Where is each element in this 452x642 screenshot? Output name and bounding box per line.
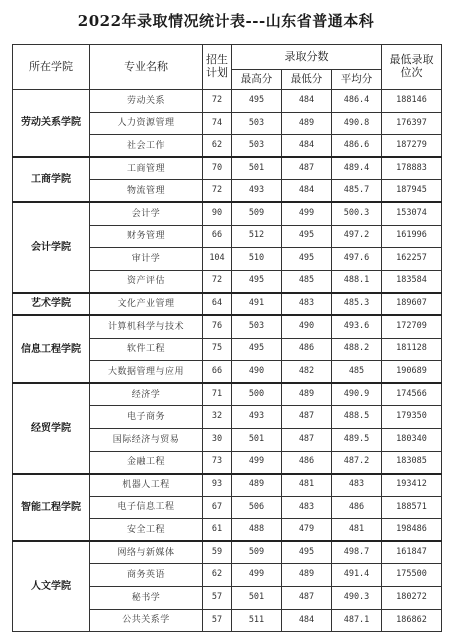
avg-score-cell: 481 <box>332 519 382 542</box>
major-cell: 大数据管理与应用 <box>90 361 203 384</box>
rank-cell: 179350 <box>382 406 442 429</box>
header-rank: 最低录取位次 <box>382 45 442 90</box>
college-cell: 经贸学院 <box>13 383 90 473</box>
plan-cell: 66 <box>203 361 232 384</box>
avg-score-cell: 500.3 <box>332 202 382 225</box>
college-cell: 艺术学院 <box>13 293 90 316</box>
max-score-cell: 511 <box>232 609 282 632</box>
avg-score-cell: 490.8 <box>332 112 382 135</box>
rank-cell: 183085 <box>382 451 442 474</box>
plan-cell: 76 <box>203 315 232 338</box>
table-row <box>13 157 442 180</box>
major-cell: 资产评估 <box>90 270 203 293</box>
major-cell: 计算机科学与技术 <box>90 315 203 338</box>
min-score-cell: 484 <box>282 609 332 632</box>
min-score-cell: 489 <box>282 112 332 135</box>
table-body <box>13 90 442 632</box>
major-cell: 劳动关系 <box>90 90 203 113</box>
plan-cell: 62 <box>203 135 232 158</box>
min-score-cell: 499 <box>282 202 332 225</box>
avg-score-cell: 488.1 <box>332 270 382 293</box>
major-cell: 电子信息工程 <box>90 496 203 519</box>
major-cell: 财务管理 <box>90 225 203 248</box>
plan-cell: 57 <box>203 587 232 610</box>
min-score-cell: 485 <box>282 270 332 293</box>
rank-cell: 176397 <box>382 112 442 135</box>
avg-score-cell: 488.5 <box>332 406 382 429</box>
rank-cell: 181128 <box>382 338 442 361</box>
major-cell: 文化产业管理 <box>90 293 203 316</box>
plan-cell: 90 <box>203 202 232 225</box>
rank-cell: 190689 <box>382 361 442 384</box>
rank-cell: 172709 <box>382 315 442 338</box>
max-score-cell: 503 <box>232 112 282 135</box>
table-row <box>13 474 442 497</box>
header-college: 所在学院 <box>13 45 90 90</box>
max-score-cell: 493 <box>232 180 282 203</box>
table-title: 2022年录取情况统计表---山东省普通本科 <box>77 12 375 30</box>
min-score-cell: 483 <box>282 293 332 316</box>
rank-cell: 175500 <box>382 564 442 587</box>
college-cell: 会计学院 <box>13 202 90 292</box>
plan-cell: 62 <box>203 564 232 587</box>
plan-cell: 74 <box>203 112 232 135</box>
rank-cell: 180272 <box>382 587 442 610</box>
header-min: 最低分 <box>282 70 332 90</box>
rank-cell: 188571 <box>382 496 442 519</box>
plan-cell: 71 <box>203 383 232 406</box>
avg-score-cell: 483 <box>332 474 382 497</box>
plan-cell: 32 <box>203 406 232 429</box>
major-cell: 机器人工程 <box>90 474 203 497</box>
college-cell: 工商学院 <box>13 157 90 202</box>
table-row <box>13 293 442 316</box>
min-score-cell: 490 <box>282 315 332 338</box>
min-score-cell: 487 <box>282 587 332 610</box>
min-score-cell: 484 <box>282 180 332 203</box>
college-cell: 信息工程学院 <box>13 315 90 383</box>
table-row <box>13 90 442 113</box>
min-score-cell: 481 <box>282 474 332 497</box>
rank-cell: 187279 <box>382 135 442 158</box>
min-score-cell: 487 <box>282 406 332 429</box>
avg-score-cell: 485.3 <box>332 293 382 316</box>
max-score-cell: 495 <box>232 90 282 113</box>
major-cell: 审计学 <box>90 248 203 271</box>
avg-score-cell: 491.4 <box>332 564 382 587</box>
min-score-cell: 486 <box>282 451 332 474</box>
plan-cell: 72 <box>203 90 232 113</box>
avg-score-cell: 489.4 <box>332 157 382 180</box>
major-cell: 社会工作 <box>90 135 203 158</box>
major-cell: 网络与新媒体 <box>90 541 203 564</box>
avg-score-cell: 490.3 <box>332 587 382 610</box>
max-score-cell: 491 <box>232 293 282 316</box>
header-plan: 招生计划 <box>203 45 232 90</box>
rank-cell: 193412 <box>382 474 442 497</box>
avg-score-cell: 498.7 <box>332 541 382 564</box>
rank-cell: 188146 <box>382 90 442 113</box>
max-score-cell: 501 <box>232 157 282 180</box>
table-row <box>13 383 442 406</box>
min-score-cell: 484 <box>282 135 332 158</box>
max-score-cell: 495 <box>232 270 282 293</box>
avg-score-cell: 487.2 <box>332 451 382 474</box>
max-score-cell: 500 <box>232 383 282 406</box>
max-score-cell: 499 <box>232 564 282 587</box>
min-score-cell: 487 <box>282 428 332 451</box>
rank-cell: 174566 <box>382 383 442 406</box>
major-cell: 公共关系学 <box>90 609 203 632</box>
plan-cell: 30 <box>203 428 232 451</box>
plan-cell: 66 <box>203 225 232 248</box>
plan-cell: 59 <box>203 541 232 564</box>
rank-cell: 183584 <box>382 270 442 293</box>
major-cell: 商务英语 <box>90 564 203 587</box>
max-score-cell: 489 <box>232 474 282 497</box>
table-row <box>13 315 442 338</box>
rank-cell: 189607 <box>382 293 442 316</box>
max-score-cell: 503 <box>232 315 282 338</box>
avg-score-cell: 487.1 <box>332 609 382 632</box>
avg-score-cell: 489.5 <box>332 428 382 451</box>
rank-cell: 162257 <box>382 248 442 271</box>
rank-cell: 161847 <box>382 541 442 564</box>
major-cell: 金融工程 <box>90 451 203 474</box>
major-cell: 安全工程 <box>90 519 203 542</box>
max-score-cell: 512 <box>232 225 282 248</box>
avg-score-cell: 493.6 <box>332 315 382 338</box>
major-cell: 会计学 <box>90 202 203 225</box>
max-score-cell: 495 <box>232 338 282 361</box>
avg-score-cell: 485 <box>332 361 382 384</box>
plan-cell: 67 <box>203 496 232 519</box>
min-score-cell: 483 <box>282 496 332 519</box>
max-score-cell: 499 <box>232 451 282 474</box>
min-score-cell: 489 <box>282 564 332 587</box>
table-row <box>13 202 442 225</box>
plan-cell: 73 <box>203 451 232 474</box>
major-cell: 软件工程 <box>90 338 203 361</box>
min-score-cell: 495 <box>282 248 332 271</box>
min-score-cell: 486 <box>282 338 332 361</box>
max-score-cell: 510 <box>232 248 282 271</box>
avg-score-cell: 490.9 <box>332 383 382 406</box>
max-score-cell: 490 <box>232 361 282 384</box>
header-major: 专业名称 <box>90 45 203 90</box>
rank-cell: 178883 <box>382 157 442 180</box>
college-cell: 劳动关系学院 <box>13 90 90 158</box>
max-score-cell: 509 <box>232 202 282 225</box>
avg-score-cell: 486.4 <box>332 90 382 113</box>
min-score-cell: 484 <box>282 90 332 113</box>
avg-score-cell: 485.7 <box>332 180 382 203</box>
avg-score-cell: 488.2 <box>332 338 382 361</box>
plan-cell: 70 <box>203 157 232 180</box>
plan-cell: 61 <box>203 519 232 542</box>
avg-score-cell: 497.2 <box>332 225 382 248</box>
major-cell: 经济学 <box>90 383 203 406</box>
major-cell: 人力资源管理 <box>90 112 203 135</box>
admission-table <box>12 44 442 632</box>
max-score-cell: 501 <box>232 428 282 451</box>
rank-cell: 198486 <box>382 519 442 542</box>
max-score-cell: 509 <box>232 541 282 564</box>
avg-score-cell: 486.6 <box>332 135 382 158</box>
min-score-cell: 487 <box>282 157 332 180</box>
plan-cell: 72 <box>203 180 232 203</box>
max-score-cell: 493 <box>232 406 282 429</box>
plan-cell: 64 <box>203 293 232 316</box>
header-max: 最高分 <box>232 70 282 90</box>
max-score-cell: 488 <box>232 519 282 542</box>
rank-cell: 186862 <box>382 609 442 632</box>
major-cell: 物流管理 <box>90 180 203 203</box>
college-cell: 智能工程学院 <box>13 474 90 542</box>
rank-cell: 187945 <box>382 180 442 203</box>
plan-cell: 93 <box>203 474 232 497</box>
min-score-cell: 482 <box>282 361 332 384</box>
major-cell: 工商管理 <box>90 157 203 180</box>
major-cell: 国际经济与贸易 <box>90 428 203 451</box>
avg-score-cell: 497.6 <box>332 248 382 271</box>
rank-cell: 153074 <box>382 202 442 225</box>
college-cell: 人文学院 <box>13 541 90 631</box>
header-score-group: 录取分数 <box>232 45 382 70</box>
max-score-cell: 506 <box>232 496 282 519</box>
max-score-cell: 501 <box>232 587 282 610</box>
table-row <box>13 541 442 564</box>
major-cell: 电子商务 <box>90 406 203 429</box>
major-cell: 秘书学 <box>90 587 203 610</box>
avg-score-cell: 486 <box>332 496 382 519</box>
plan-cell: 72 <box>203 270 232 293</box>
max-score-cell: 503 <box>232 135 282 158</box>
header-avg: 平均分 <box>332 70 382 90</box>
min-score-cell: 495 <box>282 541 332 564</box>
rank-cell: 161996 <box>382 225 442 248</box>
plan-cell: 104 <box>203 248 232 271</box>
min-score-cell: 479 <box>282 519 332 542</box>
plan-cell: 57 <box>203 609 232 632</box>
min-score-cell: 495 <box>282 225 332 248</box>
plan-cell: 75 <box>203 338 232 361</box>
rank-cell: 180340 <box>382 428 442 451</box>
min-score-cell: 489 <box>282 383 332 406</box>
